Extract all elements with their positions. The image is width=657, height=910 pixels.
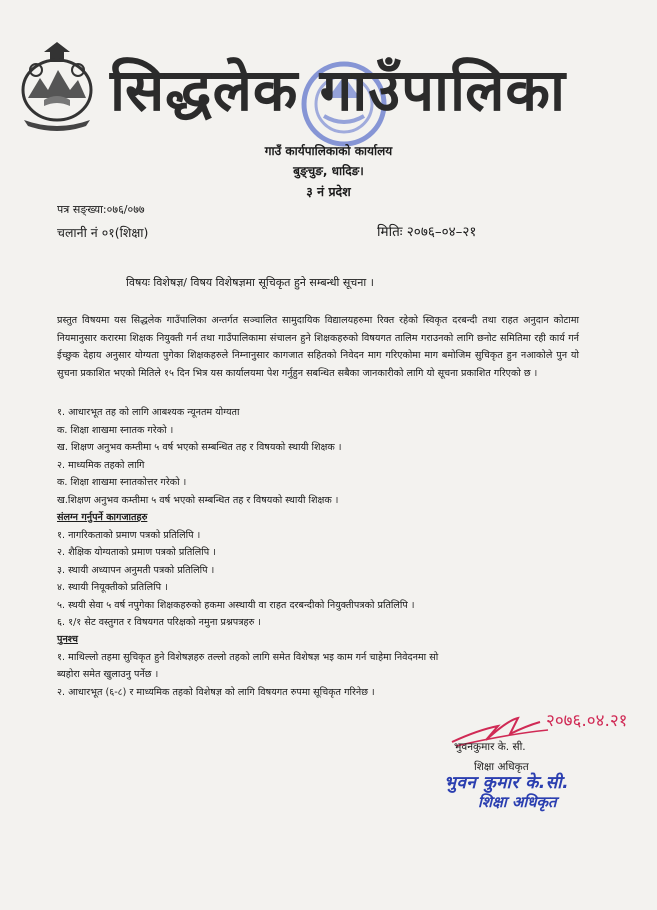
list-item: २. माध्यमिक तहको लागि	[57, 459, 145, 471]
province-label: ३ नं प्रदेश	[306, 184, 351, 199]
list-item: १. आधारभूत तह को लागि आबश्यक न्यूनतम योग्यता	[57, 407, 240, 418]
list-item: ख.शिक्षण अनुभव कम्तीमा ५ वर्ष भएको सम्बन्धित तह र विषयको स्थायी शिक्षक ।	[57, 494, 339, 506]
letter-number: पत्र सङ्ख्या:०७६/०७७	[57, 203, 145, 216]
list-item: क. शिक्षा शाखमा स्नातकोत्तर गरेको ।	[57, 477, 187, 488]
list-item: ख. शिक्षण अनुभव कम्तीमा ५ वर्ष भएको सम्बन्धित तह र विषयको स्थायी शिक्षक ।	[57, 442, 342, 453]
stamp-name: भुवन कुमार के.सी.	[444, 773, 570, 793]
postscript-section	[57, 631, 587, 701]
qualifications-list	[57, 404, 587, 509]
postscript-heading: पुनश्च	[57, 634, 78, 645]
signature-date: २०७६.०४.२१	[546, 711, 628, 731]
list-item: २. शैक्षिक योग्यताको प्रमाण पत्रको प्रतिलिपि ।	[57, 547, 216, 558]
dispatch-number: चलानी नं ०१(शिक्षा)	[57, 225, 149, 240]
list-item: १. माथिल्लो तहमा सुचिकृत हुने विशेषज्ञहरु तल्लो तहको लागि समेत विशेषज्ञ भइ काम गर्न चाहेमा निवेदनमा सो	[57, 651, 439, 663]
list-item: ४. स्थायी नियूक्तीको प्रतिलिपि ।	[57, 582, 168, 593]
list-item: ५. स्थयी सेवा ५ वर्ष नपुगेका शिक्षकहरुको हकमा अस्थायी वा राहत दरबन्दीको नियुक्तीपत्रको प्रतिलिपि ।	[57, 599, 415, 611]
nepal-emblem-icon	[14, 40, 100, 136]
office-name: गाउँ कार्यपालिकाको कार्यालय	[264, 144, 393, 158]
documents-list	[57, 509, 587, 632]
list-item: ३. स्थायी अध्यापन अनुमती पत्रको प्रतिलिपि ।	[57, 564, 215, 576]
list-item: क. शिक्षा शाखमा स्नातक गरेको ।	[57, 424, 174, 436]
office-location: बुङ्चुङ, धादिङ।	[293, 164, 364, 178]
subject-line: विषयः विशेषज्ञ/ विषय विशेषज्ञमा सूचिकृत हुने सम्बन्धी सूचना ।	[126, 276, 374, 289]
letter-date: मितिः २०७६–०४–२१	[377, 224, 477, 240]
notice-body: प्रस्तुत विषयमा यस सिद्धलेक गाउँपालिका अन्तर्गत सञ्चालित सामुदायिक विद्यालयहरुमा रिक्त रहेको स्विकृत दरबन्दी तथा राहत अनुदान कोटामा नियमानुसार करारमा शिक्षक नियुक्ती गर्न तथा गाउँपालिकामा संचालन हुने शिक्षकहरुको विषयगत तालिम गराउनको लागि छनोट समितिमा रही कार्य गर्न ईच्छुक देहाय अनुसार योग्यता पुगेका शिक्षकहरुले निम्नानुसार कागजात सहितको निवेदन माग गरिएकोमा माग बमोजिम सुचिकृत हुन नआकोले पुन यो सुचना प्रकाशित भएको मितिले १५ दिन भित्र यस कार्यालयमा पेश गर्नुहुन सबन्धित सबैका जानकारीको लागि यो सूचना प्रकाशित गरिएको छ ।	[57, 315, 579, 379]
signatory-name: भुवनकुमार के. सी.	[454, 741, 526, 753]
list-item: २. आधारभूत (६-८) र माध्यमिक तहको विशेषज्ञ को लागि विषयगत रुपमा सूचिकृत गरिनेछ ।	[57, 686, 375, 698]
documents-heading: संलग्न गर्नुपर्ने कागजातहरु	[57, 512, 148, 523]
list-item: ६. १/१ सेट वस्तुगत र विषयगत परिक्षको नमुना प्रश्नपत्रहरु ।	[57, 617, 262, 628]
list-item: ब्यहोरा समेत खुलाउनु पर्नेछ ।	[57, 669, 159, 680]
signatory-post: शिक्षा अधिकृत	[474, 761, 529, 773]
list-item: १. नागरिकताको प्रमाण पत्रको प्रतिलिपि ।	[57, 529, 201, 541]
stamp-post: शिक्षा अधिकृत	[478, 793, 557, 811]
municipality-title: सिद्धलेक गाउँपालिका	[110, 56, 566, 124]
